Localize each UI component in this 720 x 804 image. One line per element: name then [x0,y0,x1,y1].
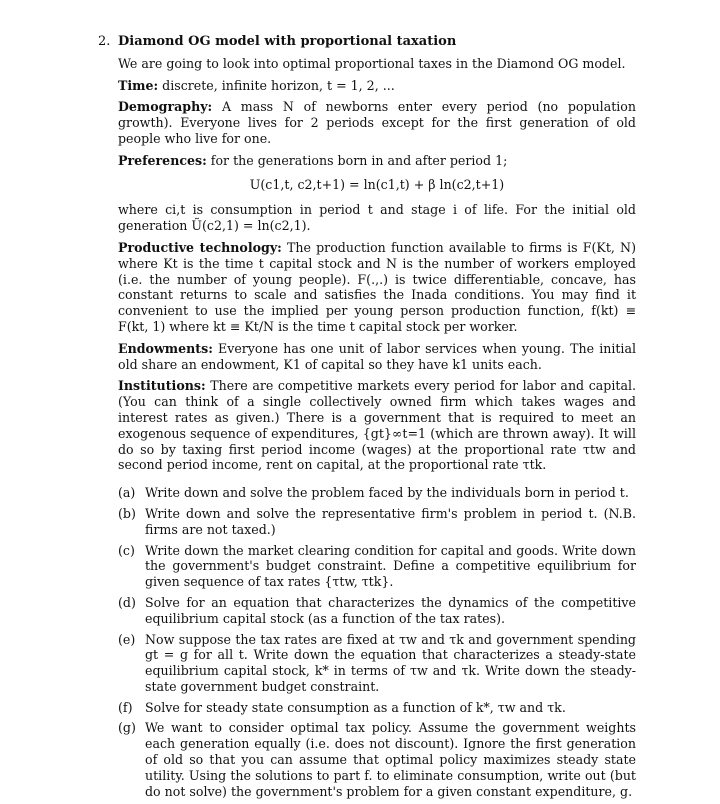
subquestion-text: Write down and solve the problem faced by the individuals born in period t. [145,485,629,501]
utility-equation: U(c1,t, c2,t+1) = ln(c1,t) + β ln(c2,t+1) [249,176,505,192]
preferences-paragraph [118,153,636,169]
question-body [118,56,636,800]
subquestion-text: Solve for an equation that characterizes the dynamics of the competitive equilibrium capital stock (as a function of the tax rates). [145,594,636,626]
productive-technology-text: The production function available to firms is F(Kt, N) where Kt is the time t capital stock and N is the number of workers employed (i.e. the number of young people). F(.,.) is twice differentiable, concave, has constant returns to scale and satisfies the Inada conditions. You may find it convenient to use the implied per young person production function, f(kt) ≡ F(kt, 1) where kt ≡ Kt/N is the time t capital stock per worker. [118,239,636,334]
question-title: Diamond OG model with proportional taxation [118,34,457,49]
subquestion-label: (b) [118,505,136,521]
subquestion-text: Solve for steady state consumption as a function of k*, τw and τk. [145,699,566,715]
subquestion-label: (e) [118,631,136,647]
preferences-after-paragraph: where ci,t is consumption in period t and stage i of life. For the initial old generation Ũ(c2,1) = ln(c2,1). [118,202,636,234]
productive-technology-paragraph [118,240,636,335]
time-label: Time: [118,77,159,93]
endowments-paragraph [118,341,636,373]
subquestion-label: (a) [118,485,136,501]
institutions-paragraph [118,378,636,473]
subquestion-text: Write down the market clearing condition for capital and goods. Write down the government's budget constraint. Define a competitive equilibrium for given sequence of tax rates {τtw, τtk}. [145,542,636,590]
subquestion-a [118,485,636,501]
subquestion-b [118,506,636,538]
demography-label: Demography: [118,99,213,115]
endowments-label: Endowments: [118,340,213,356]
subquestion-text: Now suppose the tax rates are fixed at τw and τk and government spending gt = g for all t. Write down the equation that characterizes a steady-state equilibrium capital stock, k* in terms of τw and τk. Write down the steady-state government budget constraint. [145,631,636,694]
subquestion-text: Write down and solve the representative firm's problem in period t. (N.B. firms are not taxed.) [145,505,636,537]
preferences-label: Preferences: [118,152,207,168]
subquestion-label: (d) [118,594,136,610]
subquestion-text: We want to consider optimal tax policy. Assume the government weights each generation equally (i.e. does not discount). Ignore the first generation of old so that you can assume that optimal policy maximizes steady state utility. Using the solutions to part f. to eliminate consumption, write out (but do not solve) the government's problem for a given constant expenditure, g. [145,720,636,799]
subquestion-f [118,700,636,716]
endowments-text: Everyone has one unit of labor services when young. The initial old share an endowment, K1 of capital so they have k1 units each. [118,340,636,372]
demography-text: A mass N of newborns enter every period (no population growth). Everyone lives for 2 periods except for the first generation of old people who live for one. [118,99,636,146]
subquestion-label: (g) [118,720,136,736]
time-text: discrete, infinite horizon, t = 1, 2, ... [162,77,395,93]
demography-paragraph [118,99,636,146]
subquestion-list [118,485,636,799]
preferences-text: for the generations born in and after period 1; [210,152,508,168]
subquestion-e [118,632,636,695]
subquestion-c [118,543,636,590]
time-paragraph [118,78,636,94]
institutions-label: Institutions: [118,378,206,394]
institutions-text: There are competitive markets every period for labor and capital. (You can think of a single collectively owned firm which takes wages and interest rates as given.) There is a government that is required to meet an exogenous sequence of expenditures, {gt}∞t=1 (which are thrown away). It will do so by taxing first period income (wages) at the proportional rate τtw and second period income, rent on capital, at the proportional rate τtk. [118,378,636,473]
subquestion-label: (f) [118,699,133,715]
problem-page [98,34,636,804]
question-number: 2. [98,34,111,49]
subquestion-d [118,595,636,627]
subquestion-label: (c) [118,542,135,558]
intro-paragraph: We are going to look into optimal proportional taxes in the Diamond OG model. [118,55,626,71]
subquestion-g [118,720,636,799]
question-heading [98,34,636,50]
productive-technology-label: Productive technology: [118,239,282,255]
